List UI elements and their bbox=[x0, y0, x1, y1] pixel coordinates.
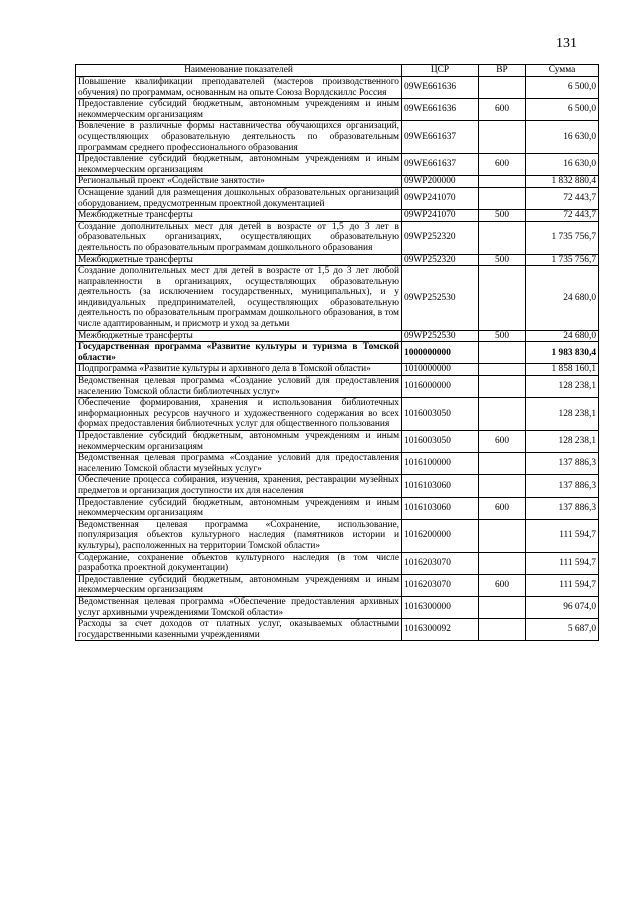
cell-csr: 09WP200000 bbox=[402, 176, 479, 188]
cell-name: Государственная программа «Развитие культуры и туризма в Томской области» bbox=[76, 342, 402, 364]
cell-name: Обеспечение процесса собирания, изучения, хранения, реставрации музейных предметов и организация доступности их для населения bbox=[76, 475, 402, 497]
cell-csr: 1016203070 bbox=[402, 574, 479, 596]
cell-sum: 6 500,0 bbox=[526, 99, 599, 121]
cell-vr: 600 bbox=[479, 431, 526, 453]
cell-csr: 09WP252320 bbox=[402, 254, 479, 266]
cell-sum: 128 238,1 bbox=[526, 431, 599, 453]
table-row bbox=[76, 453, 599, 475]
cell-sum: 24 680,0 bbox=[526, 266, 599, 331]
cell-name: Ведомственная целевая программа «Создание условий для предоставления населению Томской области музейных услуг» bbox=[76, 453, 402, 475]
cell-csr: 1010000000 bbox=[402, 364, 479, 376]
table-row bbox=[76, 398, 599, 431]
cell-sum: 1 832 880,4 bbox=[526, 176, 599, 188]
cell-name: Расходы за счет доходов от платных услуг, оказываемых областными государственными казенными учреждениями bbox=[76, 619, 402, 641]
table-row bbox=[76, 497, 599, 519]
cell-name: Создание дополнительных мест для детей в возрасте от 1,5 до 3 лет в образовательных организациях, осуществляющих образовательную деятельность по образовательным программам дошкольного образования bbox=[76, 221, 402, 254]
cell-sum: 16 630,0 bbox=[526, 154, 599, 176]
cell-csr: 09WP241070 bbox=[402, 210, 479, 222]
table-body bbox=[76, 77, 599, 641]
cell-csr: 09WP241070 bbox=[402, 187, 479, 209]
cell-sum: 72 443,7 bbox=[526, 187, 599, 209]
table-row bbox=[76, 330, 599, 342]
cell-vr bbox=[479, 121, 526, 154]
cell-csr: 1016000000 bbox=[402, 376, 479, 398]
cell-name: Межбюджетные трансферты bbox=[76, 330, 402, 342]
cell-sum: 111 594,7 bbox=[526, 519, 599, 552]
header-row bbox=[76, 65, 599, 77]
cell-vr bbox=[479, 187, 526, 209]
cell-name: Подпрограмма «Развитие культуры и архивного дела в Томской области» bbox=[76, 364, 402, 376]
cell-sum: 128 238,1 bbox=[526, 376, 599, 398]
cell-name: Создание дополнительных мест для детей в возрасте от 1,5 до 3 лет любой направленности в организациях, осуществляющих образовательную деятельность (за исключением государственных, муниципальных), и у индивидуальных предпринимателей, осуществляющих образовательную деятельность по образовательным программам дошкольного образования, в том числе адаптированным, и присмотр и уход за детьми bbox=[76, 266, 402, 331]
cell-sum: 111 594,7 bbox=[526, 574, 599, 596]
budget-table bbox=[75, 64, 599, 641]
cell-sum: 96 074,0 bbox=[526, 596, 599, 618]
cell-sum: 6 500,0 bbox=[526, 77, 599, 99]
cell-sum: 111 594,7 bbox=[526, 552, 599, 574]
cell-vr bbox=[479, 221, 526, 254]
cell-sum: 16 630,0 bbox=[526, 121, 599, 154]
cell-name: Региональный проект «Содействие занятости» bbox=[76, 176, 402, 188]
cell-csr: 09WP252320 bbox=[402, 221, 479, 254]
cell-name: Оснащение зданий для размещения дошкольных образовательных организаций оборудованием, предусмотренным проектной документацией bbox=[76, 187, 402, 209]
cell-csr: 1016103060 bbox=[402, 475, 479, 497]
table-row bbox=[76, 596, 599, 618]
table-row bbox=[76, 254, 599, 266]
table-header bbox=[76, 65, 599, 77]
cell-sum: 137 886,3 bbox=[526, 453, 599, 475]
table-row bbox=[76, 266, 599, 331]
cell-name: Обеспечение формирования, хранения и использования библиотечных информационных ресурсов научного и художественного содержания во всех формах предоставления библиотечных услуг для общественного пользования bbox=[76, 398, 402, 431]
table-row bbox=[76, 619, 599, 641]
cell-vr bbox=[479, 364, 526, 376]
cell-csr: 1016003050 bbox=[402, 398, 479, 431]
cell-name: Ведомственная целевая программа «Сохранение, использование, популяризация объектов культурного наследия (памятников истории и культуры), расположенных на территории Томской области» bbox=[76, 519, 402, 552]
cell-vr bbox=[479, 398, 526, 431]
cell-name: Повышение квалификации преподавателей (мастеров производственного обучения) по программам, основанным на опыте Союза Ворлдскиллс Россия bbox=[76, 77, 402, 99]
cell-csr: 09WP252530 bbox=[402, 266, 479, 331]
cell-vr: 500 bbox=[479, 210, 526, 222]
cell-vr: 500 bbox=[479, 330, 526, 342]
cell-vr bbox=[479, 453, 526, 475]
cell-name: Предоставление субсидий бюджетным, автономным учреждениям и иным некоммерческим организациям bbox=[76, 431, 402, 453]
cell-csr: 1016103060 bbox=[402, 497, 479, 519]
table-row bbox=[76, 475, 599, 497]
cell-sum: 5 687,0 bbox=[526, 619, 599, 641]
cell-vr bbox=[479, 376, 526, 398]
cell-sum: 128 238,1 bbox=[526, 398, 599, 431]
cell-vr: 500 bbox=[479, 254, 526, 266]
cell-sum: 137 886,3 bbox=[526, 475, 599, 497]
cell-sum: 1 735 756,7 bbox=[526, 254, 599, 266]
cell-sum: 1 858 160,1 bbox=[526, 364, 599, 376]
cell-name: Вовлечение в различные формы наставничества обучающихся организаций, осуществляющих образовательную деятельность по образовательным программам среднего профессионального образования bbox=[76, 121, 402, 154]
cell-csr: 09WE661636 bbox=[402, 99, 479, 121]
cell-name: Межбюджетные трансферты bbox=[76, 254, 402, 266]
table-row bbox=[76, 187, 599, 209]
cell-csr: 1016200000 bbox=[402, 519, 479, 552]
table-row bbox=[76, 154, 599, 176]
cell-sum: 72 443,7 bbox=[526, 210, 599, 222]
cell-sum: 24 680,0 bbox=[526, 330, 599, 342]
cell-name: Предоставление субсидий бюджетным, автономным учреждениям и иным некоммерческим организациям bbox=[76, 497, 402, 519]
header-name: Наименование показателей bbox=[76, 65, 402, 77]
table-row bbox=[76, 552, 599, 574]
cell-name: Предоставление субсидий бюджетным, автономным учреждениям и иным некоммерческим организациям bbox=[76, 574, 402, 596]
cell-sum: 1 735 756,7 bbox=[526, 221, 599, 254]
cell-csr: 09WE661637 bbox=[402, 154, 479, 176]
table-row bbox=[76, 342, 599, 364]
cell-vr bbox=[479, 596, 526, 618]
cell-csr: 1016100000 bbox=[402, 453, 479, 475]
cell-vr bbox=[479, 552, 526, 574]
table-row bbox=[76, 574, 599, 596]
table-row bbox=[76, 77, 599, 99]
table-row bbox=[76, 376, 599, 398]
cell-csr: 09WE661636 bbox=[402, 77, 479, 99]
cell-vr bbox=[479, 266, 526, 331]
header-csr: ЦСР bbox=[402, 65, 479, 77]
table-row bbox=[76, 221, 599, 254]
table-row bbox=[76, 99, 599, 121]
cell-vr: 600 bbox=[479, 99, 526, 121]
page-number: 131 bbox=[556, 36, 577, 51]
cell-csr: 09WE661637 bbox=[402, 121, 479, 154]
cell-csr: 1016300000 bbox=[402, 596, 479, 618]
cell-csr: 09WP252530 bbox=[402, 330, 479, 342]
table-row bbox=[76, 364, 599, 376]
header-vr: ВР bbox=[479, 65, 526, 77]
cell-name: Межбюджетные трансферты bbox=[76, 210, 402, 222]
cell-name: Содержание, сохранение объектов культурного наследия (в том числе разработка проектной документации) bbox=[76, 552, 402, 574]
cell-vr: 600 bbox=[479, 574, 526, 596]
cell-vr: 600 bbox=[479, 154, 526, 176]
table-row bbox=[76, 121, 599, 154]
cell-name: Ведомственная целевая программа «Обеспечение предоставления архивных услуг архивными учреждениями Томской области» bbox=[76, 596, 402, 618]
cell-csr: 1016203070 bbox=[402, 552, 479, 574]
cell-vr bbox=[479, 619, 526, 641]
cell-name: Ведомственная целевая программа «Создание условий для предоставления населению Томской области библиотечных услуг» bbox=[76, 376, 402, 398]
cell-vr bbox=[479, 176, 526, 188]
table-row bbox=[76, 431, 599, 453]
cell-csr: 1000000000 bbox=[402, 342, 479, 364]
cell-name: Предоставление субсидий бюджетным, автономным учреждениям и иным некоммерческим организациям bbox=[76, 154, 402, 176]
table-row bbox=[76, 519, 599, 552]
cell-vr: 600 bbox=[479, 497, 526, 519]
cell-vr bbox=[479, 342, 526, 364]
table-row bbox=[76, 210, 599, 222]
cell-name: Предоставление субсидий бюджетным, автономным учреждениям и иным некоммерческим организациям bbox=[76, 99, 402, 121]
cell-csr: 1016003050 bbox=[402, 431, 479, 453]
cell-vr bbox=[479, 519, 526, 552]
cell-vr bbox=[479, 77, 526, 99]
table-row bbox=[76, 176, 599, 188]
cell-sum: 137 886,3 bbox=[526, 497, 599, 519]
cell-vr bbox=[479, 475, 526, 497]
cell-sum: 1 983 830,4 bbox=[526, 342, 599, 364]
header-sum: Сумма bbox=[526, 65, 599, 77]
cell-csr: 1016300092 bbox=[402, 619, 479, 641]
